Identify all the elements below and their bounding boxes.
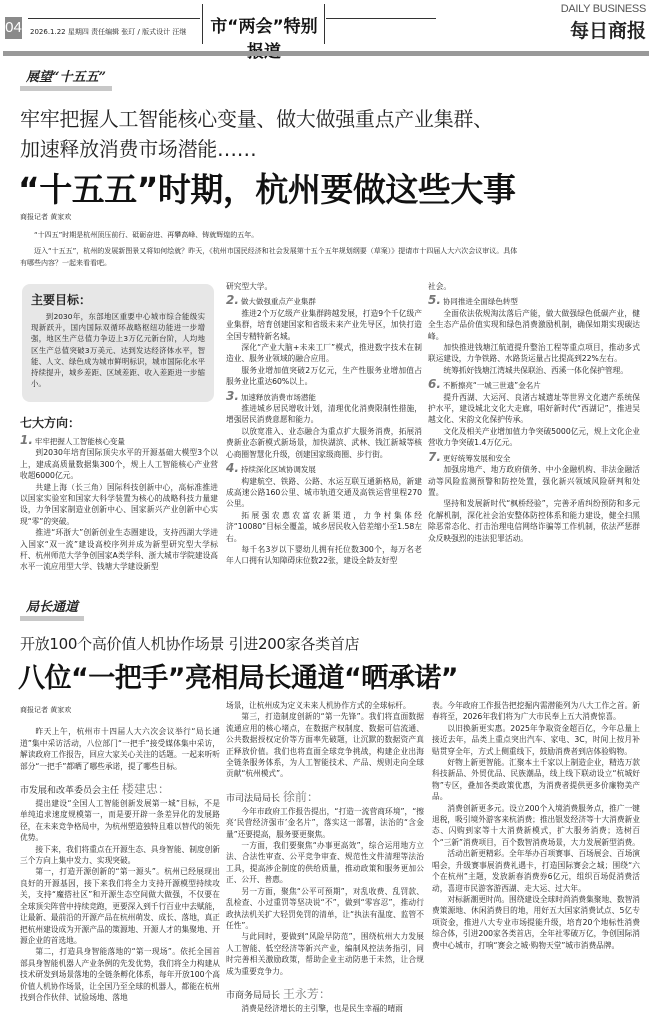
header-divider <box>28 18 200 19</box>
official-name: 徐前： <box>282 789 319 804</box>
body-paragraph: 服务业增加值突破2万亿元，生产性服务业增加值占服务业比重达60%以上。 <box>226 365 422 387</box>
section-tag: 展望“十五五” <box>20 70 112 91</box>
direction-number: 6. <box>428 377 441 392</box>
direction-number: 1. <box>20 433 33 447</box>
body-paragraph: 以放宽准入、业态融合为重点扩大服务消费，拓展消费新业态新模式新场景，加快湖滨、武林、钱江新城等核心商圈智慧化升级，创建国家级商圈、步行街。 <box>226 426 422 459</box>
body-paragraph: 每千名3岁以下婴幼儿拥有托位数300个，每万名老年人口拥有认知障碍床位数22张，建设全龄友好型 <box>226 544 422 566</box>
section-title: 市“两会”特别 <box>210 17 318 37</box>
official-heading <box>226 790 424 806</box>
direction-title: 加速释放消费市场潜能 <box>240 392 316 402</box>
official-name: 楼建忠： <box>121 782 170 797</box>
body-paragraph: 推进2个万亿级产业集群跨越发展，打造9个千亿级产业集群，培育创建国家和省级未来产业先导区，加快打造全国专精特新名城。 <box>226 308 422 341</box>
article-headline: 八位“一把手”亮相局长通道“晒承诺” <box>18 663 458 694</box>
body-paragraph: 构建航空、铁路、公路、水运互联互通新格局，新建成高速公路160公里、城市轨道交通及高铁运营里程270公里。 <box>226 476 422 509</box>
article-deck: 加速释放消费市场潜能…… <box>20 137 257 161</box>
official-heading <box>226 987 424 1003</box>
article-column <box>20 432 218 573</box>
body-paragraph: 共建上海（长三角）国际科技创新中心，高标准推进以国家实验室和国家大科学装置为核心的战略科技力量建设，力争国家制造业创新中心、国家新兴产业创新中心实现“零”的突破。 <box>20 482 218 526</box>
official-role: 市商务局局长 <box>226 990 283 1001</box>
body-paragraph: 研究型大学。 <box>226 282 273 291</box>
article-column <box>432 700 640 951</box>
direction-number: 7. <box>428 449 441 464</box>
direction-title: 做大做强重点产业集群 <box>240 297 316 307</box>
direction-title: 牢牢把握人工智能核心变量 <box>34 437 125 446</box>
body-paragraph: 另一方面，聚焦“公平可预期”，对乱收费、乱罚款、乱检查、小过重罚等坚决说“不”，做到“零容忍”，推动行政执法机关扩大轻罚免罚的清单，让“执法有温度、监管不任性”。 <box>226 886 424 930</box>
page-number: 04 <box>5 17 22 39</box>
official-role: 市司法局局长 <box>226 793 283 804</box>
article-column <box>226 700 424 1014</box>
body-paragraph: 接下来，我们将重点在开源生态、具身智能、制度创新三个方向上集中发力、实现突破。 <box>20 844 220 866</box>
byline: 商报记者 黄家欢 <box>20 706 72 714</box>
direction-heading <box>226 295 422 307</box>
goals-box <box>22 284 214 402</box>
body-paragraph: 第一，打造开源创新的“第一源头”。杭州已经展现出良好的开源基因，接下来我们将全力支持开源模型持续攻关，支持“魔搭社区”和开源生态空间做大做强，不仅要在全球顶尖阵营中持续竞跑，更要深入到千行百业中去赋能，让最新、最前沿的开源产品在杭州萌发、成长、落地，真正把杭州建设成为开源产品的策源地、开源人才的集聚地、开源企业的首选地。 <box>20 867 220 945</box>
goals-title: 主要目标： <box>31 293 92 307</box>
body-paragraph: 推进城乡居民增收计划，清理优化消费限制性措施，增强居民消费意愿和能力。 <box>226 404 422 425</box>
body-paragraph: 一方面，我们要聚焦“办事更高效”，综合运用地方立法、合法性审查、公平竞争审查、规范性文件清理等法治工具，提高涉企制度的供给质量，推动政策和服务更加公正、公开、普惠。 <box>226 841 424 885</box>
body-paragraph: 加快推进钱塘江航道提升整治工程等重点项目，推动多式联运建设，力争铁路、水路货运量占比提高到22%左右。 <box>428 343 640 364</box>
body-paragraph: 对标新潮更时尚。围绕建设全球时尚消费集聚地、数智消费策源地、休闲消费目的地，用好五大国家消费试点、5亿专项资金，推进八大专业市场提能升级，培育20个地标性消费综合体，引进200家各类首店，全年社零破万亿，争创国际消费中心城市，打响“赛会之城·购物天堂”城市消费品牌。 <box>432 894 640 950</box>
article-column <box>226 281 422 567</box>
direction-heading <box>428 295 640 307</box>
direction-heading <box>226 463 422 475</box>
body-paragraph: 以旧换新更实惠。2025年争取资金超百亿，今年总量上接近去年，品类上重点突出汽车、家电、3C，时间上按月补贴贯穿全年，方式上侧重线下，鼓励消费者到店体验购物。 <box>432 723 640 756</box>
body-paragraph: 深化“产业大脑+未来工厂”模式，推进数字技术在制造业、服务业领域的融合应用。 <box>226 343 422 364</box>
brand-english: DAILY BUSINESS <box>560 3 646 15</box>
intro-paragraph: 迈入“十五五”，杭州的发展新图景又将如何绘就？昨天，《杭州市国民经济和社会发展第十五个五年规划纲要（草案）》提请市十四届人大六次会议审议。具体有哪些内容？一起来看看吧。 <box>20 247 518 267</box>
direction-number: 5. <box>428 293 441 308</box>
body-paragraph: 文化及相关产业增加值力争突破5000亿元，规上文化企业营收力争突破1.4万亿元。 <box>428 426 640 448</box>
body-paragraph: 消费创新更多元。设立200个入境消费服务点，推广一键退税，吸引境外游客来杭消费；推出银发经济等十大消费新业态、闪购到家等十大消费新模式，扩大服务消费；选树百个“三新”消费项目，百个数智消费场景，大力发展新型消费。 <box>432 803 640 847</box>
direction-heading <box>226 388 422 403</box>
header-divider <box>202 4 203 44</box>
article-headline: “十五五”时期，杭州要做这些大事 <box>18 170 516 209</box>
intro-paragraph: “十四五”时期是杭州顶压前行、砥砺奋进、再攀高峰、铸就辉煌的五年。 <box>34 231 259 239</box>
direction-title: 更好统筹发展和安全 <box>442 453 511 463</box>
section-tag: 局长通道 <box>20 600 84 621</box>
article-deck: 开放100个高价值人机协作场景 引进200家各类首店 <box>20 635 360 653</box>
official-role: 市发展和改革委员会主任 <box>20 786 122 797</box>
body-paragraph: 与此同时，要做到“风险早防范”，围绕杭州大力发展人工智能、低空经济等新兴产业，编制风控法务指引，同时完善相关激励政策，帮助企业主动防患于未然，让合规成为重要竞争力。 <box>226 932 424 976</box>
byline: 商报记者 黄家欢 <box>20 213 72 221</box>
body-paragraph: 活动出新更精彩。全年举办百项赛事、百场展会、百场演唱会，升级赛事展消费礼遇卡，打造国际赛会之城；围绕“六个在杭州”主题，发放新春消费券6亿元，组织百场促消费活动，喜迎市民游客游西湖、走大运、过大年。 <box>432 849 640 893</box>
directions-title: 七大方向： <box>20 416 81 430</box>
body-paragraph: 好物上新更智能。汇聚本土千家以上制造企业，精选万款科技新品、外贸优品、民族潮品，线上线下联动设立“杭城好物”专区，叠加各类政策优惠，为消费者提供更多价廉物美产品。 <box>432 758 640 802</box>
body-paragraph: 坚持和发展新时代“枫桥经验”，完善矛盾纠纷预防和多元化解机制，深化社会治安整体防控体系和能力建设，健全扫黑除恶常态化、打击治理电信网络诈骗等工作机制，依法严惩群众反映强烈的违法犯罪活动。 <box>428 499 640 543</box>
body-paragraph: 到2030年培育国际顶尖水平的开源基础大模型3个以上，建成高质量数据集300个，规上人工智能核心产业营收超6000亿元。 <box>20 448 218 481</box>
body-paragraph: 场景，让杭州成为定义未来人机协作方式的全球标杆。 <box>226 701 411 710</box>
article-deck: 牢牢把握人工智能核心变量、做大做强重点产业集群、 <box>20 107 493 131</box>
body-paragraph: 社会。 <box>428 282 452 291</box>
direction-number: 4. <box>226 461 239 476</box>
official-heading <box>20 782 220 798</box>
direction-heading <box>428 379 640 391</box>
article-column <box>428 281 640 544</box>
direction-title: 不断擦亮“一城三世遗”金名片 <box>442 381 541 391</box>
body-paragraph: 推进“环浙大”创新创业生态圈建设，支持西湖大学进入国家“双一流”建设高校序列并成为新型研究型大学标杆、杭州师范大学争创国家A类学科、浙大城市学院建设高水平一流应用型大学、钱塘大学建设新型 <box>20 528 218 572</box>
brand-logo: 每日商报 <box>569 20 646 42</box>
direction-heading <box>428 449 640 464</box>
body-paragraph: 统筹抓好钱塘江湾城共保联治、西溪一体化保护管理。 <box>443 365 628 375</box>
direction-title: 持续深化区域协调发展 <box>240 465 316 475</box>
body-paragraph: 昨天上午，杭州市十四届人大六次会议举行“局长通道”集中采访活动，八位部门“一把手”接受媒体集中采访，解读政府工作报告，回应大家关心关注的话题。一起来听听部分“一把手”都晒了哪些承诺，提了哪些目标。 <box>20 727 220 771</box>
body-paragraph: 第二，打造具身智能落地的“第一现场”。依托全国首部具身智能机器人产业条例的先发优势，我们将全力构建从技术研发到场景落地的全链条孵化体系，每年开放100个高价值人机协作场景，让全国乃至全球的机器人，都能在杭州找到合作伙伴、试验场地、落地 <box>20 947 220 1002</box>
header-divider <box>326 18 436 19</box>
header-rule <box>3 51 649 56</box>
body-paragraph: 加强房地产、地方政府债务、中小金融机构、非法金融活动等风险监测预警和防控处置，强化新兴领域风险研判和处置。 <box>428 465 640 497</box>
body-paragraph: 提出建设“全国人工智能创新发展第一城”目标，不是单纯追求速度规模第一，而是要开辟一条差异化的发展路径，在未来竞争格局中，为杭州塑造独特且难以替代的领先优势。 <box>20 799 220 843</box>
article-column <box>20 705 220 1003</box>
date-editor-line: 2026.1.22 星期四 责任编辑 张玎 / 版式设计 汪继 <box>30 28 187 36</box>
body-paragraph: 全面依法依规淘汰落后产能，做大做强绿色低碳产业，健全生态产品价值实现和绿色消费激励机制，确保如期实现碳达峰。 <box>428 308 640 341</box>
body-paragraph: 今年市政府工作报告提出，“打造一流营商环境”，“擦亮‘民营经济强市’金名片”，落实这一部署，法治的“含金量”还要提高，服务要更聚焦。 <box>226 806 424 839</box>
body-paragraph: 消费是经济增长的主引擎，也是民生幸福的晴雨 <box>241 1003 403 1013</box>
body-paragraph: 提升西湖、大运河、良渚古城遗址等世界文化遗产系统保护水平，建设城北文化大走廊，唱好新时代“西湖记”，推进吴越文化、宋韵文化保护传承。 <box>428 392 640 425</box>
header-divider <box>324 4 325 44</box>
direction-number: 2. <box>226 293 239 308</box>
direction-title: 协同推进全面绿色转型 <box>442 297 518 307</box>
direction-number: 3. <box>226 388 239 403</box>
direction-heading <box>20 435 218 447</box>
body-paragraph: 拓展强农惠农富农新渠道，力争村集体经济“10080”目标全覆盖，城乡居民收入倍差缩小至1.58左右。 <box>226 510 422 543</box>
official-name: 王永芳： <box>282 986 331 1001</box>
body-paragraph: 表。今年政府工作报告把挖掘内需潜能列为八大工作之首。新春将至，2026年我们将为广大市民奉上五大消费惊喜。 <box>432 701 640 722</box>
goals-text: 到2030年，东部地区重要中心城市综合能级实现新跃升，国内国际双循环战略枢纽功能进一步增强，地区生产总值力争迈上3万亿元新台阶，人均地区生产总值突破3万美元、达到发达经济体水平，智能、人文、绿色成为城市鲜明标识，城市国际化水平持续提升，城乡差距、区域差距、收入差距进一步缩小。 <box>31 312 205 389</box>
body-paragraph: 第三，打造制度创新的“第一先锋”。我们将直面数据流通应用的核心堵点，在数据产权制度、数据可信流通、公共数据授权定价等方面率先破题，让沉默的数据资产真正释放价值。我们也将直面全球竞争挑战，构建企业出海全链条服务体系，为人工智能技术、产品、规则走向全球贡献“杭州模式”。 <box>226 712 424 779</box>
